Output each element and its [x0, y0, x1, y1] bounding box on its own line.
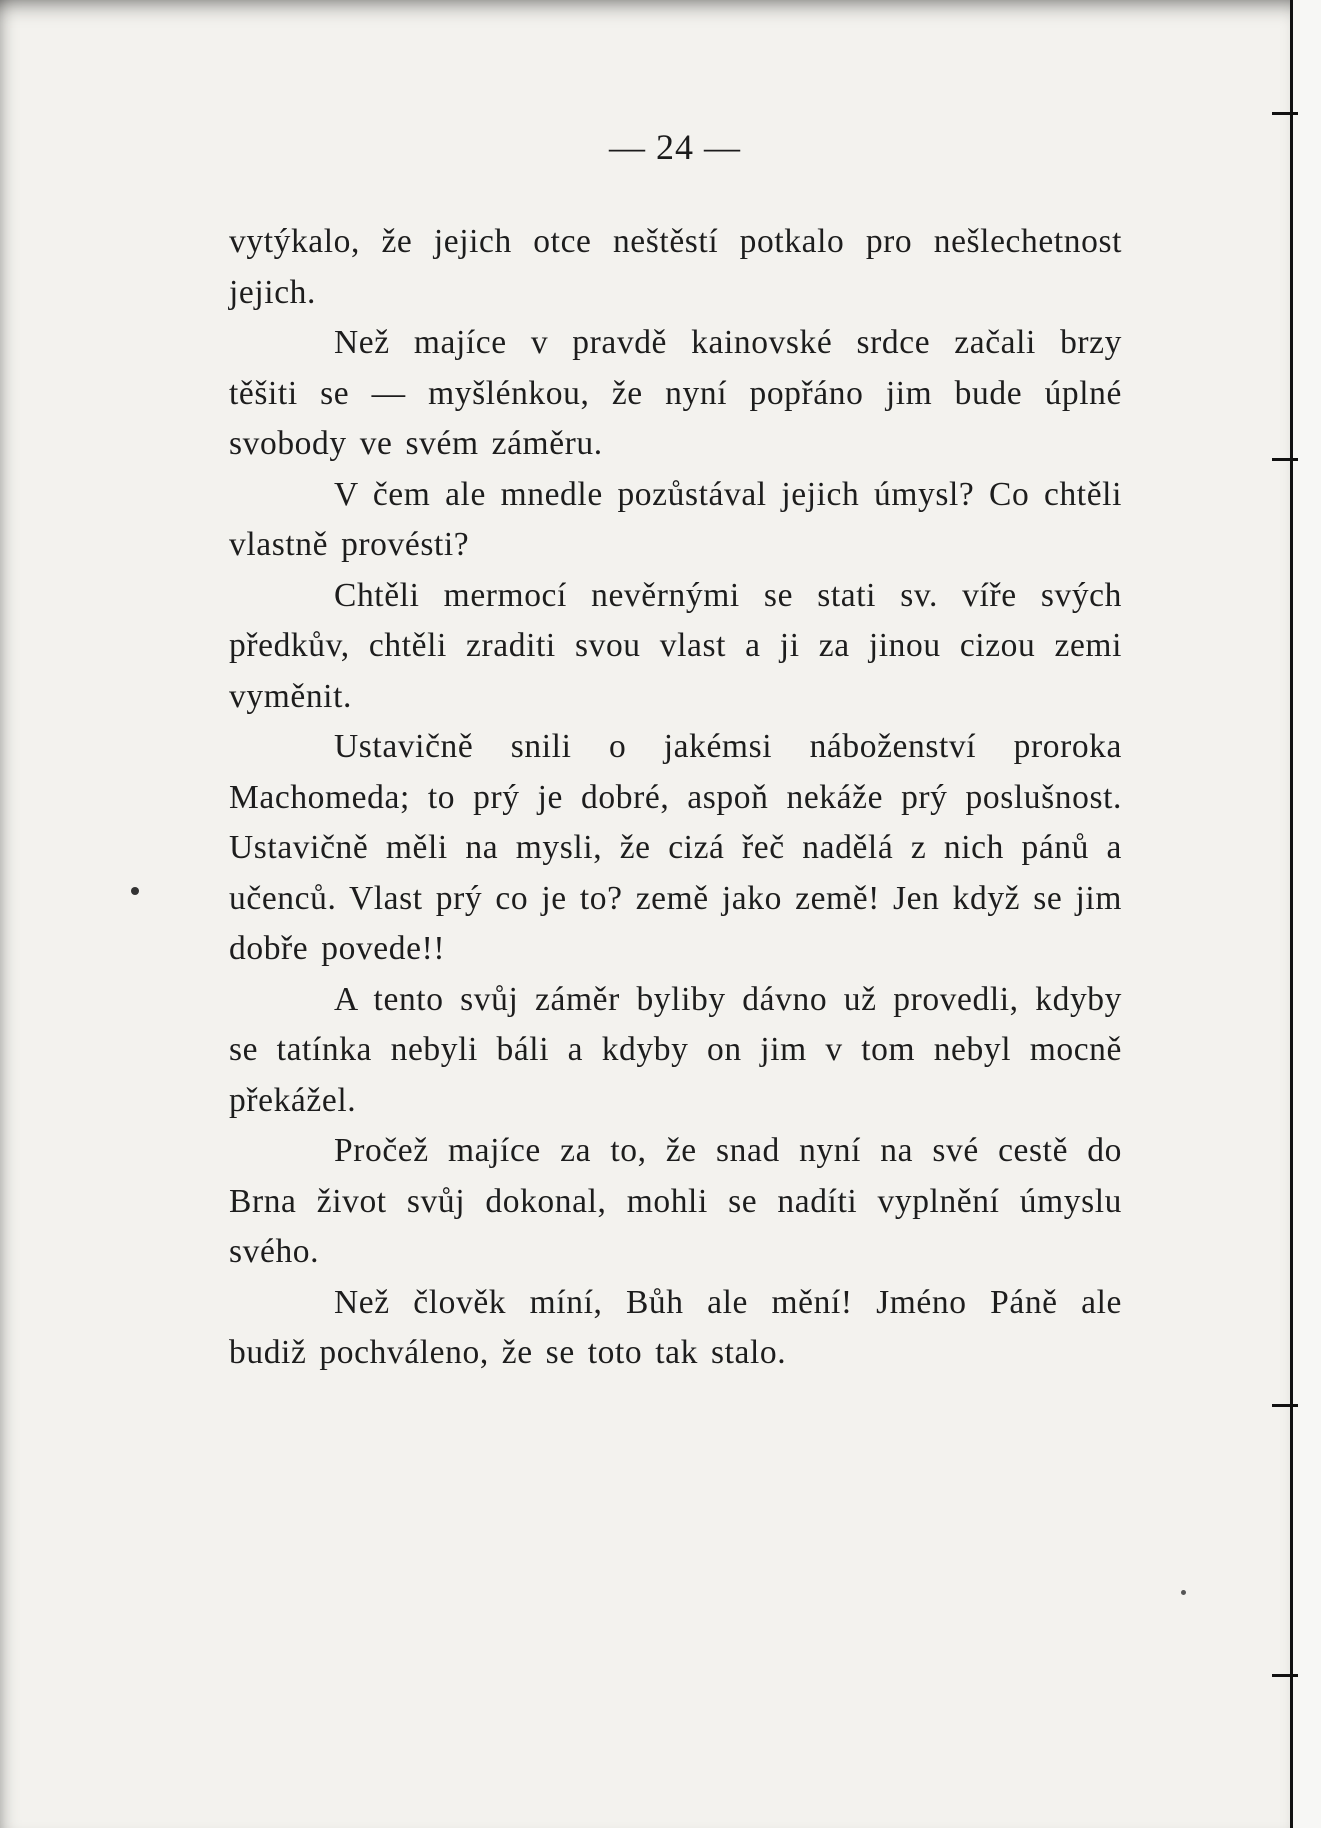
paragraph-4: Chtěli mermocí nevěrnými se stati sv. víře svých předkův, chtěli zraditi svou vlast a ji za jinou cizou zemi vyměnit. — [229, 576, 1122, 715]
edge-mark — [1272, 458, 1298, 461]
edge-mark — [1272, 112, 1298, 115]
edge-mark — [1272, 1404, 1298, 1407]
paragraph-3: V čem ale mnedle pozůstával jejich úmysl? Co chtěli vlastně provésti? — [229, 475, 1122, 563]
ink-speck — [1181, 1590, 1186, 1595]
paragraph-8: Než člověk míní, Bůh ale mění! Jméno Páně ale budiž pochváleno, že se toto tak stalo. — [229, 1283, 1122, 1371]
page-edge-line — [1290, 0, 1293, 1828]
paragraph-5: Ustavičně snili o jakémsi náboženství proroka Machomeda; to prý je dobré, aspoň nekáže prý poslušnost. Ustavičně měli na mysli, že cizá řeč nadělá z nich pánů a učenců. Vlast prý co je to? země jako země! Jen když se jim dobře povede!! — [229, 728, 1122, 967]
paragraph-2: Než majíce v pravdě kainovské srdce začali brzy těšiti se — myšlénkou, že nyní popřáno jim bude úplné svobody ve svém záměru. — [229, 324, 1122, 462]
paragraph-1: vytýkalo, že jejich otce neštěstí potkalo pro nešlechetnost jejich. — [229, 223, 1122, 311]
ink-speck — [131, 887, 139, 895]
edge-mark — [1272, 1674, 1298, 1677]
paragraph-7: Pročež majíce za to, že snad nyní na své cestě do Brna život svůj dokonal, mohli se nadíti vyplnění úmyslu svého. — [229, 1132, 1122, 1270]
body-text — [229, 217, 1122, 1379]
page-number: — 24 — — [609, 127, 741, 167]
paragraph-6: A tento svůj záměr byliby dávno už provedli, kdyby se tatínka nebyli báli a kdyby on jim v tom nebyl mocně překážel. — [229, 980, 1122, 1119]
scan-margin — [1290, 0, 1321, 1828]
